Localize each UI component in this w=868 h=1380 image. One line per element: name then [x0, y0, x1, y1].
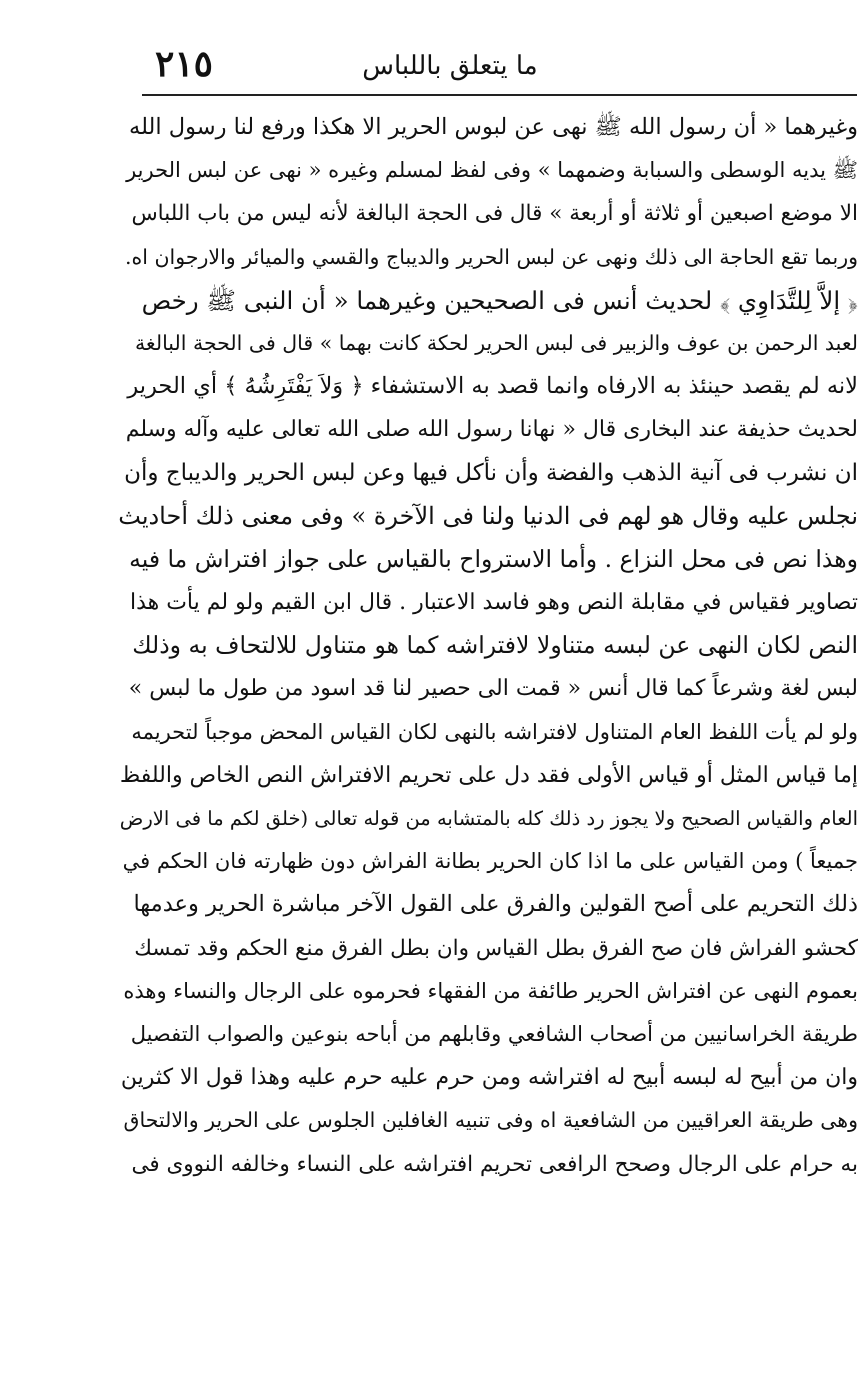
text-line: وهى طريقة العراقيين من الشافعية اه وفى تنبيه الغافلين الجلوس على الحرير والالتحاق [123, 1108, 858, 1133]
header-rule [142, 94, 857, 96]
text-line: وربما تقع الحاجة الى ذلك ونهى عن لبس الحرير والديباج والقسي والميائر والارجوان اه. [125, 244, 858, 269]
text-line: لانه لم يقصد حينئذ به الارفاه وانما قصد به الاستشفاء ﴿ وَلاَ يَفْتَرِشُهُ ﴾ أي الحرير [127, 373, 858, 400]
page-number: ٢١٥ [155, 43, 214, 85]
text-line: تصاوير فقياس في مقابلة النص وهو فاسد الاعتبار . قال ابن القيم ولو لم يأت هذا [129, 590, 858, 616]
page-header [140, 40, 760, 90]
body-text [118, 106, 858, 1186]
running-title: ما يتعلق باللباس [362, 51, 538, 81]
text-line: ﴿ إلاَّ لِلتَّدَاوِي ﴾ لحديث أنس فى الصحيحين وغيرهما « أن النبى ﷺ رخص [141, 285, 858, 315]
text-line: إما قياس المثل أو قياس الأولى فقد دل على تحريم الافتراش النص الخاص واللفظ [119, 762, 858, 788]
text-line: ﷺ يديه الوسطى والسبابة وضمهما » وفى لفظ لمسلم وغيره « نهى عن لبس الحرير [126, 158, 858, 183]
text-line: الا موضع اصبعين أو ثلاثة أو أربعة » قال فى الحجة البالغة لأنه ليس من باب اللباس [131, 201, 858, 227]
text-line: وهذا نص فى محل النزاع . وأما الاسترواح بالقياس على جواز افتراش ما فيه [129, 544, 858, 573]
text-line: ذلك التحريم على أصح القولين والفرق على القول الآخر مباشرة الحرير وعدمها [133, 891, 858, 918]
text-line: به حرام على الرجال وصحح الرافعى تحريم افتراشه على النساء وخالفه النووى فى [131, 1151, 858, 1177]
text-line: ولو لم يأت اللفظ العام المتناول لافتراشه بالنهى لكان القياس المحض موجباً لتحريمه [131, 719, 858, 744]
text-line: العام والقياس الصحيح ولا يجوز رد ذلك كله بالمتشابه من قوله تعالى (خلق لكم ما فى الارض [119, 807, 858, 830]
text-line: وغيرهما « أن رسول الله ﷺ نهى عن لبوس الحرير الا هكذا ورفع لنا رسول الله [129, 114, 858, 140]
text-line: لبس لغة وشرعاً كما قال أنس « قمت الى حصير لنا قد اسود من طول ما لبس » [128, 676, 858, 702]
text-line: كحشو الفراش فان صح الفرق بطل القياس وان بطل الفرق منع الحكم وقد تمسك [134, 935, 858, 961]
text-line: النص لكان النهى عن لبسه متناولا لافتراشه كما هو متناول للالتحاف به وذلك [132, 631, 858, 660]
text-line: جميعاً ) ومن القياس على ما اذا كان الحرير بطانة الفراش دون ظهارته فان الحكم في [122, 849, 858, 874]
text-line: طريقة الخراسانيين من أصحاب الشافعي وقابلهم من أباحه بنوعين والصواب التفصيل [130, 1021, 858, 1046]
text-line: وان من أبيح له لبسه أبيح له افتراشه ومن حرم عليه حرم عليه وهذا قول الا كثرين [120, 1065, 858, 1091]
text-line: نجلس عليه وقال هو لهم فى الدنيا ولنا فى الآخرة » وفى معنى ذلك أحاديث [118, 501, 858, 530]
text-line: بعموم النهى عن افتراش الحرير طائفة من الفقهاء فحرموه على الرجال والنساء وهذه [123, 978, 858, 1003]
text-line: ان نشرب فى آنية الذهب والفضة وأن نأكل فيها وعن لبس الحرير والديباج وأن [124, 459, 858, 486]
text-line: لعبد الرحمن بن عوف والزبير فى لبس الحرير لحكة كانت بهما » قال فى الحجة البالغة [134, 330, 858, 355]
text-line: لحديث حذيفة عند البخارى قال « نهانا رسول الله صلى الله تعالى عليه وآله وسلم [125, 417, 858, 443]
